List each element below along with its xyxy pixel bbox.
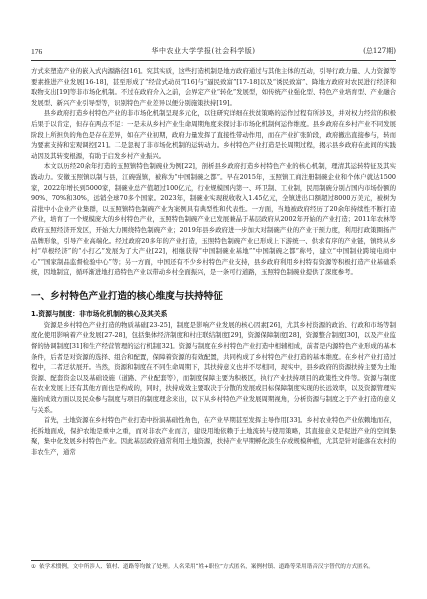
article-body [31, 66, 396, 458]
body-paragraph: 本文以历经20余年打造的玉照镇特色制碗业为例[22]，剖析县乡政府打造乡村特色产业的核心机制，理清其运转特征及其实践动力。安徽玉照镇以制与县，江碗强镇，被称为“中国制碗之都”。早在2015年，玉照镇工商注册制碗企业和个体户就达1500家，2022年增长到5000家，制碗业总产值超过100亿元，行业规模国内第一、环卫制、工业制，民用制碗分别占国内市场份额的90%、70%和30%，远销全球70多个国家。2023年，制碗业实现税收收入1.45亿元，全镇进出口额超过8000万美元，被树为首批中小企业产业集群，以玉照镇特色制碗产业为案例具有典型性和代表性。一方面，当地被政府经历了20余年持续性不断打造产业，培育了一个规模庞大的乡村特色产业，玉照特色制碗产业已发展兼晶于基层政府从2002年开始的产业打造；2011年农林等政府玉照经济开发区，开始大力围绕特色制碗产业；2019年县乡政府进一步加大对制碗产业的产业干预力度，利用打政策圈扬产品牌形象，引导产业高端化。经过政府20多年的产业打造，玉照特色制碗产业已形成上下游统一、供求有序的产业链，镇终从乡村“草根经济”的“小打乙”发展为了大产业[22]，相继获得“中国制碗业基地”“中国制碗之都”称号，建立“中国制业跨境电商中心”“国家制品监督检验中心”等；另一方面，中国还有不少乡村特色产业支持，县乡政府利用乡村特有资源等积极打造产业基础系统，因地制宜，循环渐进地打造特色产业以带动乡村全面振兴，是一条可行道路，玉照特色制碗业提供了深度参考。 [31, 162, 396, 277]
body-paragraph: 方式来塑造产业的嵌入式内源路径[16]。究其实质，这些打造机制是地方政府通过与其他主体的互动，引导行政力量、人力资源等要素推进产业发展[16-18]，甚至形成了“经营式动员”[16]与“逼民致富”[17-18]以及“诱民致富”、降地方政府对农民进行经济和取物支出[19]等非市场化机制。不过在政府介入之前，会界定产业“转化”发展型，如传统产业强化型、特色产业培育型、产业融合发展型、新兴产业引导型等，识别特色产业差异以便分别施策扶持[19]。 [31, 67, 396, 107]
body-paragraph: 首先，土地资源在乡村特色产业打造中扮演基础性角色，在产业早期甚至发挥主导作用[33]。乡村农业特色产业依赖地而在，托拆地面成，保护农地是重中之重，而对非农产业而言，建设用地依赖于土地流转与使用策略，其直接意义是促进产业的空间集聚，集中化发展乡村特色产业。因此基层政府通常利用土地资源，扶持产业早期孵化淡生存或规模种植，尤其是针对能落在农村的非农生产，通常 [31, 416, 396, 456]
footnote-mark: ① [31, 564, 37, 570]
header-rule [31, 60, 396, 61]
page-number: 176 [31, 46, 43, 56]
footnote-rule [31, 560, 141, 561]
footnote [31, 563, 396, 572]
body-paragraph: 县乡政府打造乡村特色产业的非市场化机制呈现多元化，以往研究详细在扶贫策略的运作过程有所涉及，并对权力经营的积极后果于以肯定，但存在两点不足：一是未从乡村产业生命周期角度来探讨非市场化机制何运作维度。县乡政府在乡村产业不同发展阶段上所担负的角色是存在差异，如在产业初期，政府力量发挥了直接性带动作用，而在产业扩张阶段，政府撤出直接参与，转而为要素支持和宏观调控[21]。二是忽视了非市场化机制的运转动力。乡村特色产业打造是长周期过程，揭示县乡政府在此间的实践动因及其转变根源，有助于启发乡村产业振兴。 [31, 109, 396, 160]
journal-title: 华中农业大学学报(社会科学版) [151, 47, 256, 55]
section-heading: 一、乡村特色产业打造的核心维度与扶持特征 [31, 290, 223, 302]
subsection-heading: 1.资源与制度：非市场化机制的核心及其关系 [31, 309, 168, 318]
body-paragraph: 资源是乡村特色产业打造的物质基础[23-25]，制度是影响产业发展的核心因素[26]，尤其乡村资源的政治、行政和市场等制度化使用影响着产业发展[27-28]，包括集体经济制度和村庄联结制度[29]，资源保障制度[28]，资源整合制度[30]，以及产业监督的协调制度[31]和生产经营管理的运行机制[32]。资源与制度在乡村特色产业打造中相辅相成，前者是内源特色产业形成的基本条件，后者是对资源的选择、组合和配置，保障着资源的有效配置，共同构成了乡村特色产业打造的基本维度。在乡村产业打造过程中，二者迂状展开。当然，资源和制度在不同生命周期下，其扶持意义也并不尽相同，现实中，县乡政府的资源扶持主要为土地资源、配套资金以及基础设施（道路、产业配套等），而制度保障主要为积极区，执行产业扶持项目的政策性文件等。资源与制度在农业发展上还有其他方面也是构成的，同时，扶持成效主要取决于分散的发展或目标保障制度实现的长远效率，以及资源管理实施的成效方面以及民众参与制度与项目的制度理念来出，以下从乡村特色产业发展周期视角，分析资源与制度之于产业打造的意义与关系。 [31, 320, 396, 414]
running-header [31, 44, 396, 58]
issue-number: (总127期) [363, 47, 396, 55]
footnote-text: 依学术惯例，文中所涉人、镇村、道路等均做了处理。人名采用“姓+职位”方式匿名，案例村镇、道路等采用谐音汉字替代的方式匿名。 [39, 564, 374, 570]
